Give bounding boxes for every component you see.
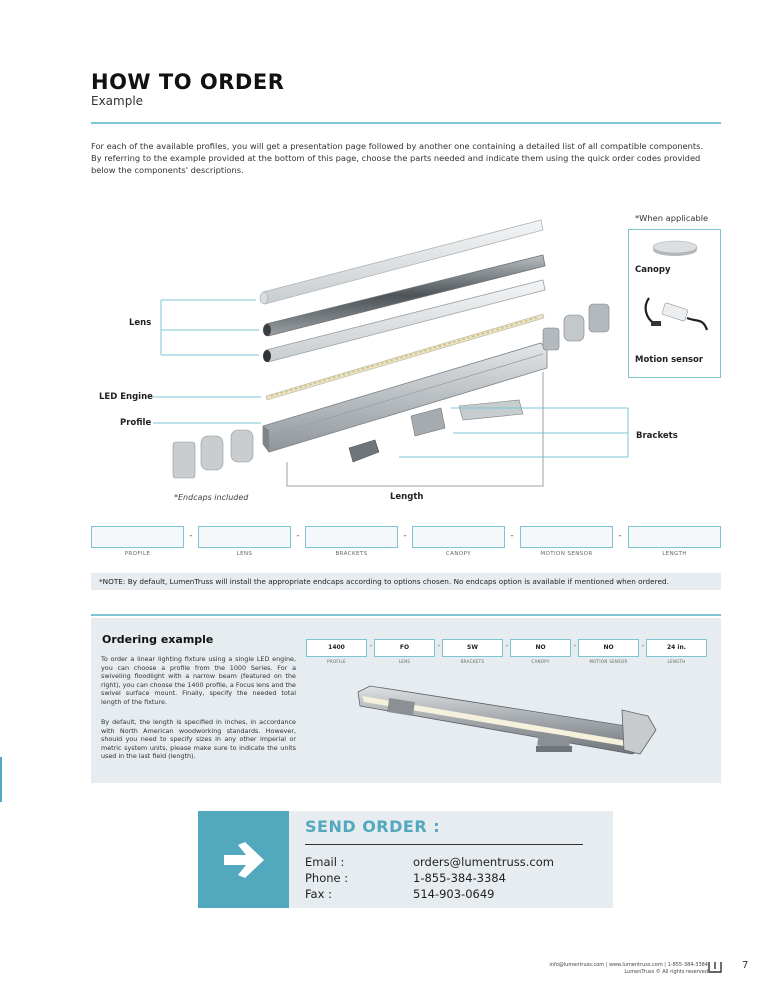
email-label: Email : bbox=[305, 855, 345, 869]
footer-copyright: LumenTruss © All rights reserved bbox=[624, 969, 708, 975]
example-fixture-image bbox=[352, 672, 662, 772]
example-caption: CANOPY bbox=[531, 659, 550, 664]
ordering-example-paragraph: To order a linear lighting fixture using a single LED engine, you can choose a profile from the 1000 Series. For a swiveling floodlight with a narrow beam (featured on the right), you can choose the 1400 profile, a Focus lens and the swivel surface mount. Finally, specify the needed total length of the fixture. bbox=[101, 655, 296, 706]
intro-line: below the components' descriptions. bbox=[91, 165, 244, 175]
code-separator: - bbox=[437, 642, 441, 650]
phone-label: Phone : bbox=[305, 871, 349, 885]
canopy-code-field[interactable] bbox=[412, 526, 505, 548]
send-order-arrow-box bbox=[198, 811, 289, 908]
example-profile-value: 1400 bbox=[306, 639, 367, 657]
code-separator: - bbox=[573, 642, 577, 650]
brackets-code-field[interactable] bbox=[305, 526, 398, 548]
code-separator: - bbox=[510, 531, 514, 541]
example-code-row bbox=[306, 639, 708, 665]
fax-label: Fax : bbox=[305, 887, 332, 901]
motion-sensor-label: Motion sensor bbox=[635, 355, 704, 365]
code-separator: - bbox=[189, 531, 193, 541]
code-separator: - bbox=[505, 642, 509, 650]
canopy-label: Canopy bbox=[635, 265, 671, 275]
intro-line: For each of the available profiles, you will get a presentation page followed by another one containing a detailed list of all compatible components. bbox=[91, 141, 704, 151]
phone-link[interactable]: 1-855-384-3384 bbox=[413, 871, 506, 885]
length-label: Length bbox=[390, 492, 424, 502]
example-motion-sensor-value: NO bbox=[578, 639, 639, 657]
profile-label: Profile bbox=[120, 418, 152, 428]
ordering-example-title: Ordering example bbox=[102, 633, 214, 646]
send-order-rule bbox=[305, 844, 583, 845]
profile-code-field[interactable] bbox=[91, 526, 184, 548]
motion-sensor-icon bbox=[641, 288, 711, 338]
endcaps bbox=[173, 430, 253, 478]
code-separator: - bbox=[618, 531, 622, 541]
ordering-example-paragraph: By default, the length is specified in inches, in accordance with North American woodworking standards. However, should you need to specify sizes in any other imperial or metric system units, please make sure to indicate the units used in the last field (length). bbox=[101, 718, 296, 761]
canopy-icon bbox=[651, 238, 699, 258]
code-caption: LENGTH bbox=[662, 551, 687, 557]
example-caption: BRACKETS bbox=[460, 659, 485, 664]
led-engine-label: LED Engine bbox=[99, 392, 153, 402]
page-title: HOW TO ORDER bbox=[91, 70, 285, 94]
fax-number: 514-903-0649 bbox=[413, 887, 495, 901]
example-brackets-value: SW bbox=[442, 639, 503, 657]
send-order-title: SEND ORDER : bbox=[305, 817, 441, 836]
header-divider bbox=[91, 122, 721, 124]
code-separator: - bbox=[641, 642, 645, 650]
page-subtitle: Example bbox=[91, 94, 144, 108]
page-number: 7 bbox=[742, 960, 749, 971]
endcaps-note: *Endcaps included bbox=[174, 493, 249, 502]
code-caption: LENS bbox=[236, 551, 253, 557]
arrow-right-icon bbox=[220, 839, 268, 881]
section-divider bbox=[91, 614, 721, 616]
lens-code-field[interactable] bbox=[198, 526, 291, 548]
example-caption: MOTION SENSOR bbox=[589, 659, 628, 664]
logo-icon bbox=[708, 961, 722, 973]
length-code-field[interactable] bbox=[628, 526, 721, 548]
code-separator: - bbox=[369, 642, 373, 650]
swivel-brackets bbox=[543, 304, 609, 350]
intro-line: By referring to the example provided at the bottom of this page, choose the parts needed and indicate them using the quick order codes provided bbox=[91, 153, 701, 163]
footer-info bbox=[518, 962, 708, 976]
example-caption: LENGTH bbox=[667, 659, 686, 664]
example-caption: LENS bbox=[398, 659, 411, 664]
code-caption: PROFILE bbox=[124, 551, 151, 557]
email-link[interactable]: orders@lumentruss.com bbox=[413, 855, 554, 869]
code-separator: - bbox=[296, 531, 300, 541]
code-caption: BRACKETS bbox=[335, 551, 368, 557]
brackets-label: Brackets bbox=[636, 431, 678, 441]
code-caption: MOTION SENSOR bbox=[540, 551, 593, 557]
example-caption: PROFILE bbox=[327, 659, 346, 664]
footer-contact: info@lumentruss.com | www.lumentruss.com | 1-855-384-3384 bbox=[549, 962, 708, 968]
optional-components-box bbox=[628, 229, 721, 378]
when-applicable-note: *When applicable bbox=[635, 213, 709, 223]
code-caption: CANOPY bbox=[445, 551, 471, 557]
example-canopy-value: NO bbox=[510, 639, 571, 657]
example-lens-value: FO bbox=[374, 639, 435, 657]
left-edge-strip bbox=[0, 757, 2, 802]
example-length-value: 24 in. bbox=[646, 639, 707, 657]
motion-sensor-code-field[interactable] bbox=[520, 526, 613, 548]
code-separator: - bbox=[403, 531, 407, 541]
exploded-diagram bbox=[91, 200, 721, 510]
order-code-row bbox=[91, 526, 721, 556]
endcaps-note-bar: *NOTE: By default, LumenTruss will install the appropriate endcaps according to options chosen. No endcaps option is available if mentioned when ordered. bbox=[91, 573, 721, 590]
intro-paragraph bbox=[91, 140, 723, 176]
lens-label: Lens bbox=[129, 318, 152, 328]
